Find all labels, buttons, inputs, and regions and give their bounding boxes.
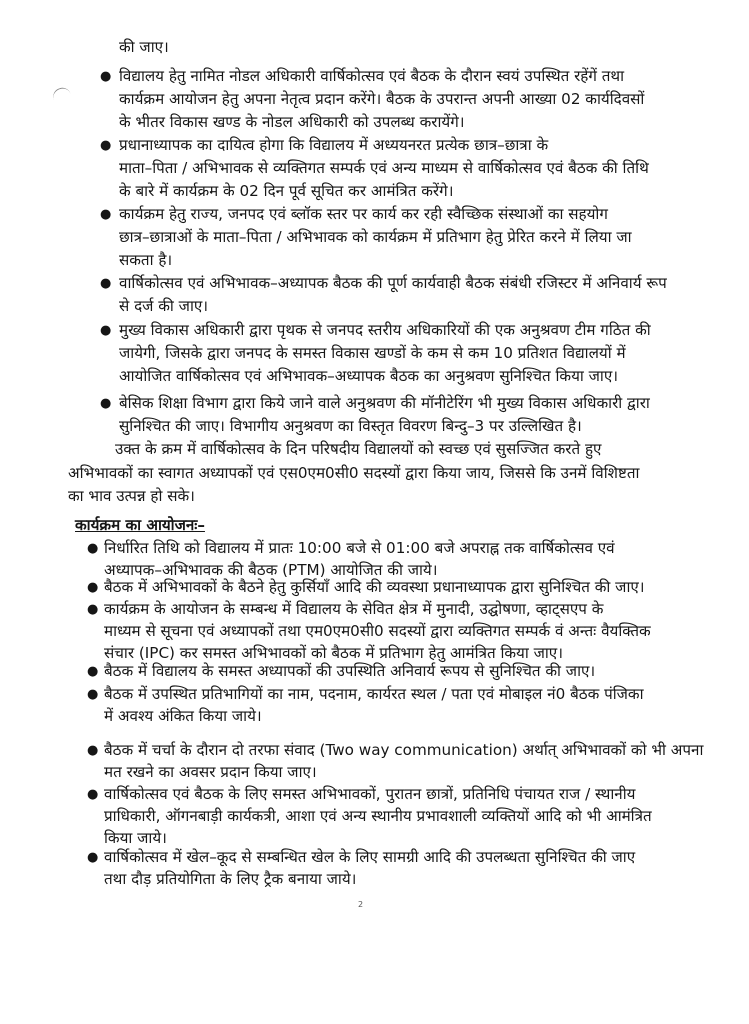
bullet-text-line: के भीतर विकास खण्ड के नोडल अधिकारी को उपलब्ध करायेंगे। <box>119 113 465 131</box>
margin-pen-mark <box>51 85 72 101</box>
bullet-text-line: बैठक में चर्चा के दौरान दो तरफा संवाद (Two way communication) अर्थात् अभिभावकों को भी अपना <box>104 741 704 759</box>
bullet-text-line: प्रधानाध्यापक का दायित्व होगा कि विद्यालय में अध्ययनरत प्रत्येक छात्र–छात्रा के <box>119 136 549 154</box>
bullet-text-line: सकता है। <box>119 251 173 269</box>
bullet-text-line: बैठक में अभिभावकों के बैठने हेतु कुर्सियाँ आदि की व्यवस्था प्रधानाध्यापक द्वारा सुनिश्चित की जाए। <box>104 578 645 596</box>
bullet-text-line: प्राधिकारी, ऑगनबाड़ी कार्यकत्री, आशा एवं अन्य स्थानीय प्रभावशाली व्यक्तियों आदि को भी आमंत्रित <box>104 807 652 825</box>
bullet-icon: ● <box>87 687 99 702</box>
bullet-text-line: माध्यम से सूचना एवं अध्यापकों तथा एम0एम0सी0 सदस्यों द्वारा व्यक्तिगत सम्पर्क वं अन्तः वैयक्तिक <box>104 622 651 640</box>
bullet-text-line: कार्यक्रम के आयोजन के सम्बन्ध में विद्यालय के सेवित क्षेत्र में मुनादी, उद्घोषणा, व्हाट्सएप के <box>104 600 604 618</box>
bullet-text-line: वार्षिकोत्सव एवं बैठक के लिए समस्त अभिभावकों, पुरातन छात्रों, प्रतिनिधि पंचायत राज / स्थानीय <box>104 785 636 803</box>
bullet-text-line: आयोजित वार्षिकोत्सव एवं अभिभावक–अध्यापक बैठक का अनुश्रवण सुनिश्चित किया जाए। <box>119 367 619 385</box>
bullet-icon: ● <box>87 850 99 865</box>
paragraph-line: अभिभावकों का स्वागत अध्यापकों एवं एस0एम0सी0 सदस्यों द्वारा किया जाय, जिससे कि उनमें विशिष्टता <box>68 464 640 482</box>
paragraph-line: उक्त के क्रम में वार्षिकोत्सव के दिन परिषदीय विद्यालयों को स्वच्छ एवं सुसज्जित करते हुए <box>115 440 602 458</box>
continued-line: की जाए। <box>119 38 169 56</box>
bullet-icon: ● <box>100 396 112 411</box>
bullet-text-line: अध्यापक–अभिभावक की बैठक (PTM) आयोजित की जाये। <box>104 561 438 579</box>
bullet-text-line: संचार (IPC) कर समस्त अभिभावकों को बैठक में प्रतिभाग हेतु आमंत्रित किया जाए। <box>104 644 563 662</box>
bullet-text-line: कार्यक्रम हेतु राज्य, जनपद एवं ब्लॉक स्तर पर कार्य कर रही स्वैच्छिक संस्थाओं का सहयोग <box>119 205 608 223</box>
bullet-icon: ● <box>87 541 99 556</box>
bullet-text-line: कार्यक्रम आयोजन हेतु अपना नेतृत्व प्रदान करेंगे। बैठक के उपरान्त अपनी आख्या 02 कार्यदिवसों <box>119 90 645 108</box>
bullet-icon: ● <box>87 787 99 802</box>
bullet-icon: ● <box>100 69 112 84</box>
bullet-text-line: बेसिक शिक्षा विभाग द्वारा किये जाने वाले अनुश्रवण की मॉनीटेरिंग भी मुख्य विकास अधिकारी द्वारा <box>119 394 650 412</box>
bullet-text-line: बैठक में विद्यालय के समस्त अध्यापकों की उपस्थिति अनिवार्य रूपय से सुनिश्चित की जाए। <box>104 662 596 680</box>
bullet-icon: ● <box>100 207 112 222</box>
bullet-text-line: वार्षिकोत्सव एवं अभिभावक–अध्यापक बैठक की पूर्ण कार्यवाही बैठक संबंधी रजिस्टर में अनिवार्य रूप <box>119 274 667 292</box>
bullet-text-line: तथा दौड़ प्रतियोगिता के लिए ट्रैक बनाया जाये। <box>104 870 357 888</box>
bullet-text-line: में अवश्य अंकित किया जाये। <box>104 707 262 725</box>
page-number: 2 <box>358 900 364 909</box>
bullet-icon: ● <box>87 664 99 679</box>
bullet-text-line: छात्र–छात्राओं के माता–पिता / अभिभावक को कार्यक्रम में प्रतिभाग हेतु प्रेरित करने में लिया जा <box>119 228 632 246</box>
bullet-text-line: बैठक में उपस्थित प्रतिभागियों का नाम, पदनाम, कार्यरत स्थल / पता एवं मोबाइल नं0 बैठक पंजिका <box>104 685 644 703</box>
bullet-text-line: मुख्य विकास अधिकारी द्वारा पृथक से जनपद स्तरीय अधिकारियों की एक अनुश्रवण टीम गठित की <box>119 321 651 339</box>
bullet-icon: ● <box>87 602 99 617</box>
section-heading: कार्यक्रम का आयोजनः– <box>75 516 205 534</box>
bullet-text-line: के बारे में कार्यक्रम के 02 दिन पूर्व सूचित कर आमंत्रित करेंगे। <box>119 182 454 200</box>
bullet-icon: ● <box>100 323 112 338</box>
bullet-text-line: वार्षिकोत्सव में खेल–कूद से सम्बन्धित खेल के लिए सामग्री आदि की उपलब्धता सुनिश्चित की जाए <box>104 848 636 866</box>
bullet-text-line: मत रखने का अवसर प्रदान किया जाए। <box>104 763 317 781</box>
bullet-icon: ● <box>100 138 112 153</box>
bullet-text-line: विद्यालय हेतु नामित नोडल अधिकारी वार्षिकोत्सव एवं बैठक के दौरान स्वयं उपस्थित रहेंगें तथा <box>119 67 625 85</box>
bullet-text-line: सुनिश्चित की जाए। विभागीय अनुश्रवण का विस्तृत विवरण बिन्दु–3 पर उल्लिखित है। <box>119 417 582 435</box>
bullet-text-line: जायेगी, जिसके द्वारा जनपद के समस्त विकास खण्डों के कम से कम 10 प्रतिशत विद्यालयों में <box>119 344 626 362</box>
bullet-text-line: माता–पिता / अभिभावक से व्यक्तिगत सम्पर्क एवं अन्य माध्यम से वार्षिकोत्सव एवं बैठक की तिथि <box>119 159 649 177</box>
bullet-text-line: किया जाये। <box>104 829 167 847</box>
paragraph-line: का भाव उत्पन्न हो सके। <box>68 487 195 505</box>
bullet-icon: ● <box>100 276 112 291</box>
bullet-icon: ● <box>87 743 99 758</box>
bullet-text-line: से दर्ज की जाए। <box>119 297 209 315</box>
bullet-text-line: निर्धारित तिथि को विद्यालय में प्रातः 10:00 बजे से 01:00 बजे अपराह्न तक वार्षिकोत्सव एवं <box>104 539 615 557</box>
bullet-icon: ● <box>87 580 99 595</box>
